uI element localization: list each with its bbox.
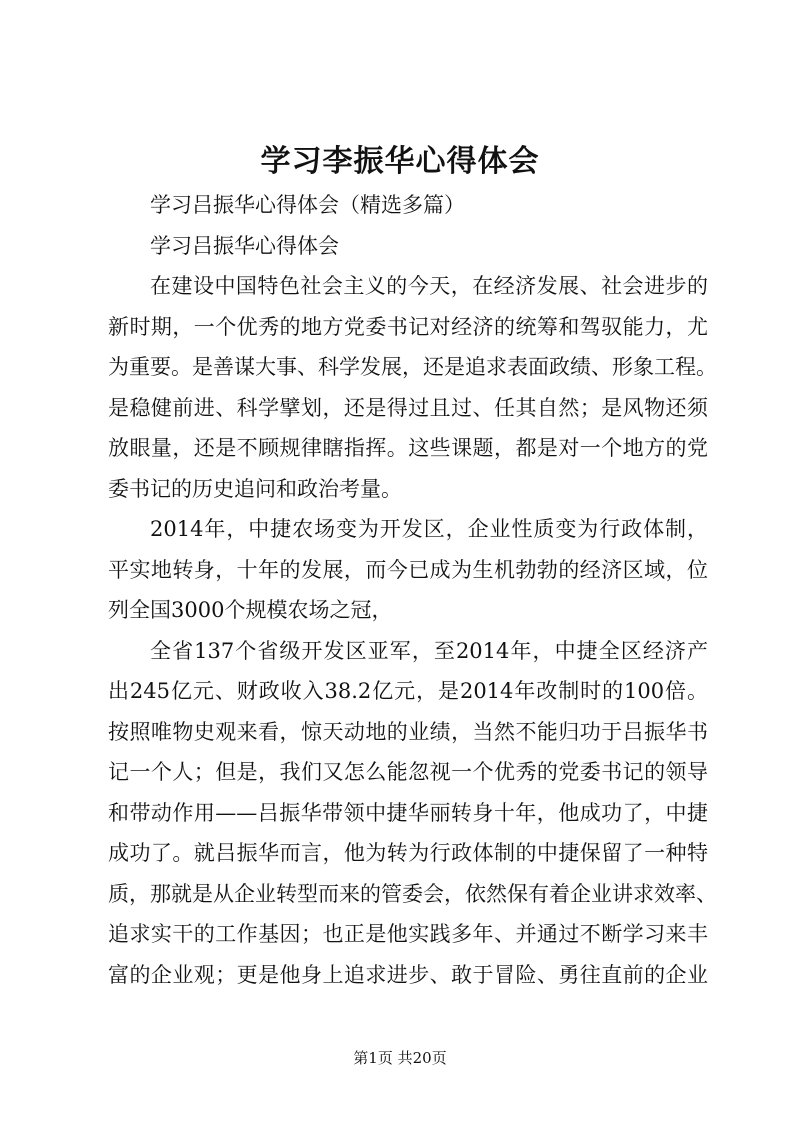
paragraph-line: 全省137个省级开发区亚军，至2014年，中捷全区经济产 — [150, 638, 708, 663]
paragraph-line: 追求实干的工作基因；也正是他实践多年、并通过不断学习来丰 — [108, 922, 708, 946]
paragraph-line: 平实地转身，十年的发展，而今已成为生机勃勃的经济区域，位 — [108, 557, 708, 582]
paragraph-line: 按照唯物史观来看，惊天动地的业绩，当然不能归功于吕振华书 — [108, 719, 708, 744]
paragraph-line: 成功了。就吕振华而言，他为转为行政体制的中捷保留了一种特 — [108, 841, 708, 865]
subtitle-line: 学习吕振华心得体会（精选多篇） — [150, 193, 465, 217]
paragraph-line: 出245亿元、财政收入38.2亿元，是2014年改制时的100倍。 — [108, 679, 708, 703]
paragraph-line: 是稳健前进、科学擘划，还是得过且过、任其自然；是风物还须 — [108, 395, 708, 420]
section-heading-line: 学习吕振华心得体会 — [150, 233, 339, 258]
document-title: 学习李振华心得体会 — [260, 144, 540, 179]
paragraph-line: 记一个人；但是，我们又怎么能忽视一个优秀的党委书记的领导 — [108, 760, 708, 784]
document-body — [108, 185, 717, 995]
paragraph-line: 富的企业观；更是他身上追求进步、敢于冒险、勇往直前的企业 — [108, 962, 708, 987]
paragraph-line: 在建设中国特色社会主义的今天，在经济发展、社会进步的 — [150, 274, 708, 298]
paragraph-line: 为重要。是善谋大事、科学发展，还是追求表面政绩、形象工程。 — [108, 355, 717, 379]
paragraph-line: 列全国3000个规模农场之冠， — [108, 598, 393, 622]
paragraph-line: 新时期，一个优秀的地方党委书记对经济的统筹和驾驭能力，尤 — [108, 314, 708, 339]
paragraph-line: 和带动作用——吕振华带领中捷华丽转身十年，他成功了，中捷 — [108, 800, 708, 825]
page-footer: 第1页 共20页 — [353, 1049, 447, 1067]
paragraph-line: 质，那就是从企业转型而来的管委会，依然保有着企业讲求效率、 — [108, 881, 717, 906]
paragraph-line: 2014年，中捷农场变为开发区，企业性质变为行政体制， — [150, 517, 708, 541]
paragraph-line: 放眼量，还是不顾规律瞎指挥。这些课题，都是对一个地方的党 — [108, 436, 708, 460]
paragraph-line: 委书记的历史追问和政治考量。 — [108, 476, 402, 501]
